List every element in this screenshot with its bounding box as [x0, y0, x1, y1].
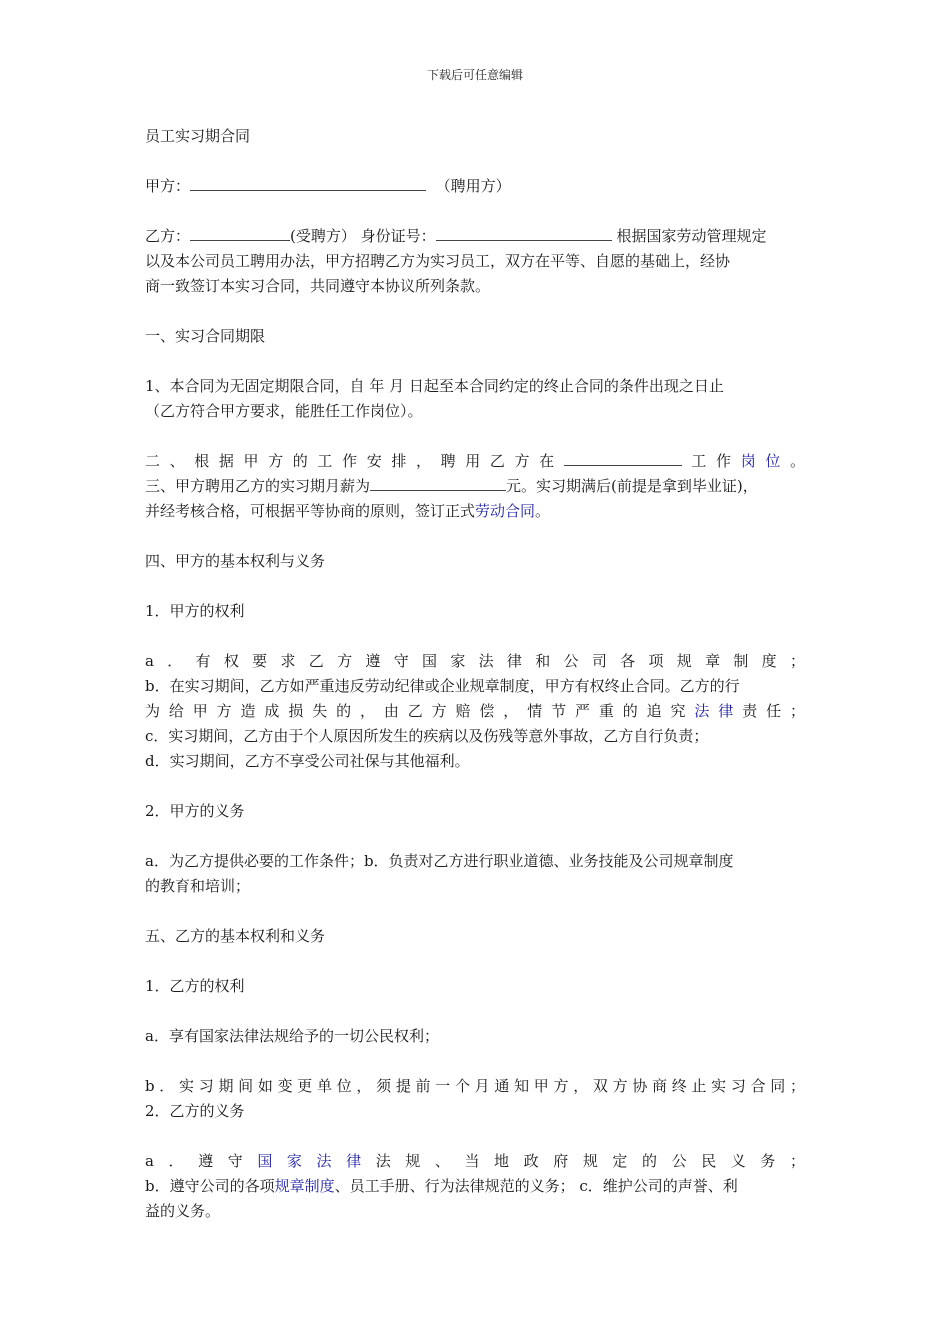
party-b-right-a: a．享有国家法律法规给予的一切公民权利；	[145, 1027, 439, 1045]
party-b-role: (受聘方）	[290, 227, 356, 245]
party-b-right-b: b．实习期间如变更单位，须提前一个月通知甲方，双方协商终止实习合同；	[145, 1077, 805, 1095]
party-b-label: 乙方：	[145, 227, 191, 245]
party-a-line	[145, 174, 511, 199]
party-b-blank	[190, 225, 290, 241]
section-4-title: 四、甲方的基本权利与义务	[145, 552, 326, 570]
party-a-duty-title: 2．甲方的义务	[145, 802, 245, 820]
id-label: 身份证号：	[360, 227, 436, 245]
section-2-end: 。	[789, 452, 805, 470]
link-position[interactable]: 岗位	[740, 452, 790, 470]
document-title: 员工实习期合同	[145, 127, 251, 145]
section-3-line-2-text: 并经考核合格，可根据平等协商的原则，签订正式	[145, 502, 476, 520]
section-3-line-1	[145, 474, 758, 499]
party-a-right-c: c．实习期间，乙方由于个人原因所发生的疾病以及伤残等意外事故，乙方自行负责；	[145, 727, 709, 745]
party-b-duty-a	[145, 1149, 805, 1174]
party-b-duty-b	[145, 1174, 738, 1199]
party-b-duty-c: 益的义务。	[145, 1202, 221, 1220]
section-3-text: 三、甲方聘用乙方的实习期月薪为	[145, 477, 371, 495]
party-a-right-b-1: b．在实习期间，乙方如严重违反劳动纪律或企业规章制度，甲方有权终止合同。乙方的行	[145, 677, 740, 695]
right-b-2-end: 责任；	[742, 702, 805, 720]
duty-a-end: 法规、当地政府规定的公民义务；	[375, 1152, 805, 1170]
section-1-line-2: （乙方符合甲方要求，能胜任工作岗位）。	[145, 402, 423, 420]
party-b-duty-title: 2．乙方的义务	[145, 1102, 245, 1120]
section-2-blank	[564, 450, 682, 466]
party-a-right-a: a．有权要求乙方遵守国家法律和公司各项规章制度；	[145, 652, 805, 670]
intro-line-3: 商一致签订本实习合同，共同遵守本协议所列条款。	[145, 277, 491, 295]
party-a-role: （聘用方）	[435, 177, 511, 195]
link-labor-contract[interactable]: 劳动合同	[475, 502, 536, 520]
party-a-duty-2: 的教育和培训；	[145, 877, 251, 895]
party-a-blank	[190, 175, 426, 191]
intro-line-2: 以及本公司员工聘用办法，甲方招聘乙方为实习员工，双方在平等、自愿的基础上，经协	[145, 252, 731, 270]
party-a-right-d: d．实习期间，乙方不享受公司社保与其他福利。	[145, 752, 470, 770]
section-3-post: 元。实习期满后(前提是拿到毕业证)，	[506, 477, 758, 495]
party-b-line	[145, 224, 766, 249]
section-3-line-2-end: 。	[535, 502, 551, 520]
party-a-label: 甲方：	[145, 177, 191, 195]
section-3-line-2	[145, 499, 550, 524]
party-a-duty-1: a．为乙方提供必要的工作条件；b．负责对乙方进行职业道德、业务技能及公司规章制度	[145, 852, 734, 870]
duty-a-text: a．遵守	[145, 1152, 258, 1170]
party-b-rights-title: 1．乙方的权利	[145, 977, 245, 995]
page-header: 下载后可任意编辑	[426, 68, 523, 82]
section-5-title: 五、乙方的基本权利和义务	[145, 927, 326, 945]
link-national-law[interactable]: 国家法律	[257, 1152, 376, 1170]
link-rules[interactable]: 规章制度	[274, 1177, 335, 1195]
duty-b-text: b．遵守公司的各项	[145, 1177, 275, 1195]
right-b-2-text: 为给甲方造成损失的，由乙方赔偿，情节严重的追究	[145, 702, 695, 720]
duty-b-end: 、员工手册、行为法律规范的义务； c．维护公司的声誉、利	[334, 1177, 738, 1195]
section-1-line-1: 1、本合同为无固定期限合同，自 年 月 日起至本合同约定的终止合同的条件出现之日止	[145, 377, 724, 395]
section-2-text: 二、根据甲方的工作安排，聘用乙方在	[145, 452, 564, 470]
party-a-right-b-2	[145, 699, 805, 724]
section-1-title: 一、实习合同期限	[145, 327, 266, 345]
link-law[interactable]: 法律	[694, 702, 743, 720]
salary-blank	[370, 475, 506, 491]
id-blank	[436, 225, 612, 241]
intro-tail: 根据国家劳动管理规定	[616, 227, 767, 245]
section-2-line	[145, 449, 805, 474]
section-2-mid: 工作	[681, 452, 741, 470]
party-a-rights-title: 1．甲方的权利	[145, 602, 245, 620]
